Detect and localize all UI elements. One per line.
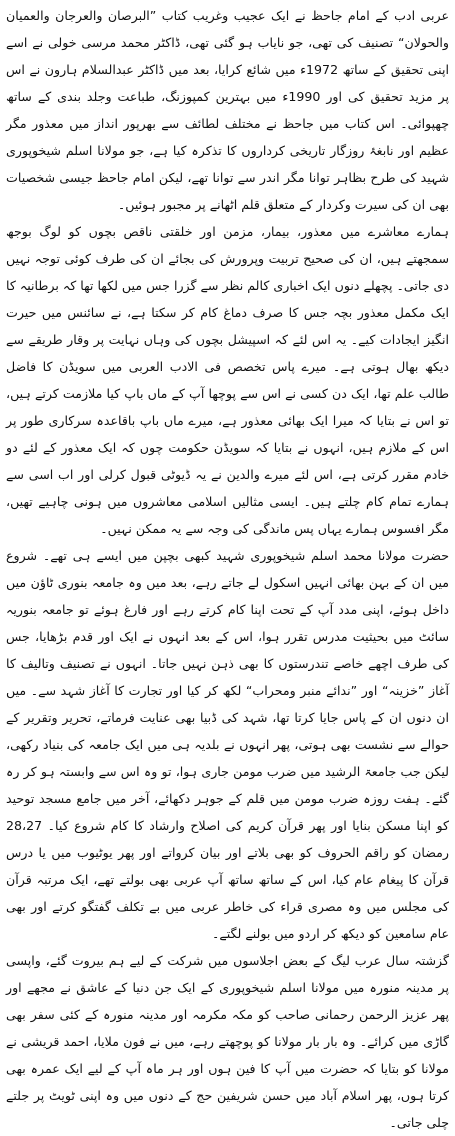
paragraph-arab-league-trip: گزشتہ سال عرب لیگ کے بعض اجلاسوں میں شرکت کے لیے ہم بیروت گئے، واپسی پر مدینہ منورہ میں مولانا اسلم شیخوپوری کے ایک جن دنیا کے عاشق نے مجھے اور پھر عزیز الرحمن رحمانی صاحب کو مکہ مکرمہ اور مدینہ منورہ کے کئی سفر بھی گاڑی میں کرائے۔ وہ بار بار مولانا کو پوچھتے رہے، میں نے فون ملایا، احمد قریشی نے مولانا کو بتایا کہ حضرت میں آپ کا فین ہوں اور ہر ماہ آپ کے لیے ایک عمرہ بھی کرتا ہوں، پھر اسلام آباد میں حسن شریفین حج کے دنوں میں وہ اپنی ٹویٹ پر جلتے چلی جاتی۔ (6, 953, 449, 1130)
paragraph-jahiz-book: عربی ادب کے امام جاحظ نے ایک عجیب وغریب کتاب ”البرصان والعرجان والعمیان والحولان“ تصنیف کی تھی، جو نایاب ہو گئی تھی، ڈاکٹر محمد مرسی خولی نے اسے اپنی تحقیق کے ساتھ 1972ء میں شائع کرایا، بعد میں ڈاکٹر عبدالسلام ہارون نے اس پر مزید تحقیق کی اور 1990ء میں بہترین کمپوزنگ، طباعت وجلد بندی کے ساتھ چھپوائی۔ اس کتاب میں جاحظ نے مختلف لطائف سے بھرپور انداز میں معذور مگر عظیم اور نابغۂ روزگار تاریخی کرداروں کا تذکرہ کیا ہے، جو مولانا اسلم شیخوپوری شہید کی طرح بظاہر توانا مگر اندر سے توانا تھے، لیکن امام جاحظ جیسی شخصیات بھی ان کی سیرت وکردار کے متعلق قلم اٹھانے پر مجبور ہوئیں۔ (6, 8, 449, 212)
paragraph-maulana-aslam-life: حضرت مولانا محمد اسلم شیخوپوری شہید کبھی بچپن میں ایسے ہی تھے۔ شروع میں ان کے بہن بھائی انہیں اسکول لے جاتے رہے، بعد میں وہ جامعہ بنوری ٹاؤن میں داخل ہوئے، اپنی مدد آپ کے تحت اپنا کام کرتے رہے اور فارغ ہوئے تو جامعہ بنوریہ سائٹ میں بحیثیت مدرس تقرر ہوا، اس کے بعد انہوں نے ایک اور قدم بڑھایا، جس کی طرف اچھے خاصے تندرستوں کا بھی ذہن نہیں جاتا۔ انہوں نے تصنیف وتالیف کا آغاز ”خزینہ“ اور ”ندائے منبر ومحراب“ لکھ کر کیا اور تجارت کا آغاز شہد سے۔ میں ان دنوں ان کے پاس جایا کرتا تھا، شہد کی ڈبیا بھی عنایت فرماتے، تحریر وتقریر کے حوالے سے نشست بھی ہوتی، پھر انہوں نے بلدیہ ہی میں ایک جامعہ کی بنیاد رکھی، لیکن جب جامعۃ الرشید میں ضرب مومن جاری ہوا، تو وہ اس سے وابستہ ہو کر رہ گئے۔ ہفت روزہ ضرب مومن میں قلم کے جوہر دکھائے، آخر میں جامع مسجد توحید کو اپنا مسکن بنایا اور پھر قرآن کریم کی اصلاح وارشاد کا کام شروع کیا۔ 28،27 رمضان کو راقم الحروف کو بھی بلاتے اور بیان کرواتے اور پھر یوٹیوب میں یا درس قرآن کا پیغام عام کیا، اس کے ساتھ ساتھ آپ عربی بھی بولتے تھے، ایک مرتبہ قرآن کی مجلس میں وہ مصری قراء کی خاطر عربی میں بے تکلف گفتگو کرتے اور بھی عام سامعین کو دیکھ کر اردو میں بولنے لگتے۔ (6, 548, 449, 941)
paragraph-disabled-children: ہمارے معاشرے میں معذور، بیمار، مزمن اور خلقتی ناقص بچوں کو لوگ بوجھ سمجھتے ہیں، ان کی صحیح تربیت وپرورش کی بجائے ان کی طرف کوئی توجہ نہیں دی جاتی۔ پچھلے دنوں ایک اخباری کالم نظر سے گزرا جس میں لکھا تھا کہ برطانیہ کا ایک مکمل معذور بچہ جس کا صرف دماغ کام کر سکتا ہے، نے سائنس میں حیرت انگیز ایجادات کیے۔ یہ اس لئے کہ اسپیشل بچوں کی وہاں نہایت پر وقار طریقے سے دیکھ بھال ہوتی ہے۔ میرے پاس تخصص فی الادب العربی میں سویڈن کا فاضل طالب علم تھا، ایک دن کسی نے اس سے پوچھا آپ کے ماں باپ کیا ملازمت کرتے ہیں، تو اس نے بتایا کہ میرا ایک بھائی معذور ہے، میرے ماں باپ باقاعدہ سرکاری طور پر اس کے ملازم ہیں، انہوں نے بتایا کہ سویڈن حکومت چوں کہ ایک معذور کے لئے دو خادم مقرر کرتی ہے، اس لئے میرے والدین نے یہ ڈیوٹی قبول کرلی اور اب اسی سے ہمارے تمام کام چلتے ہیں۔ ایسی مثالیں اسلامی معاشروں میں ہونی چاہیے تھیں، مگر افسوس ہمارے یہاں پس ماندگی کی وجہ سے یہ ممکن نہیں۔ (6, 224, 449, 536)
